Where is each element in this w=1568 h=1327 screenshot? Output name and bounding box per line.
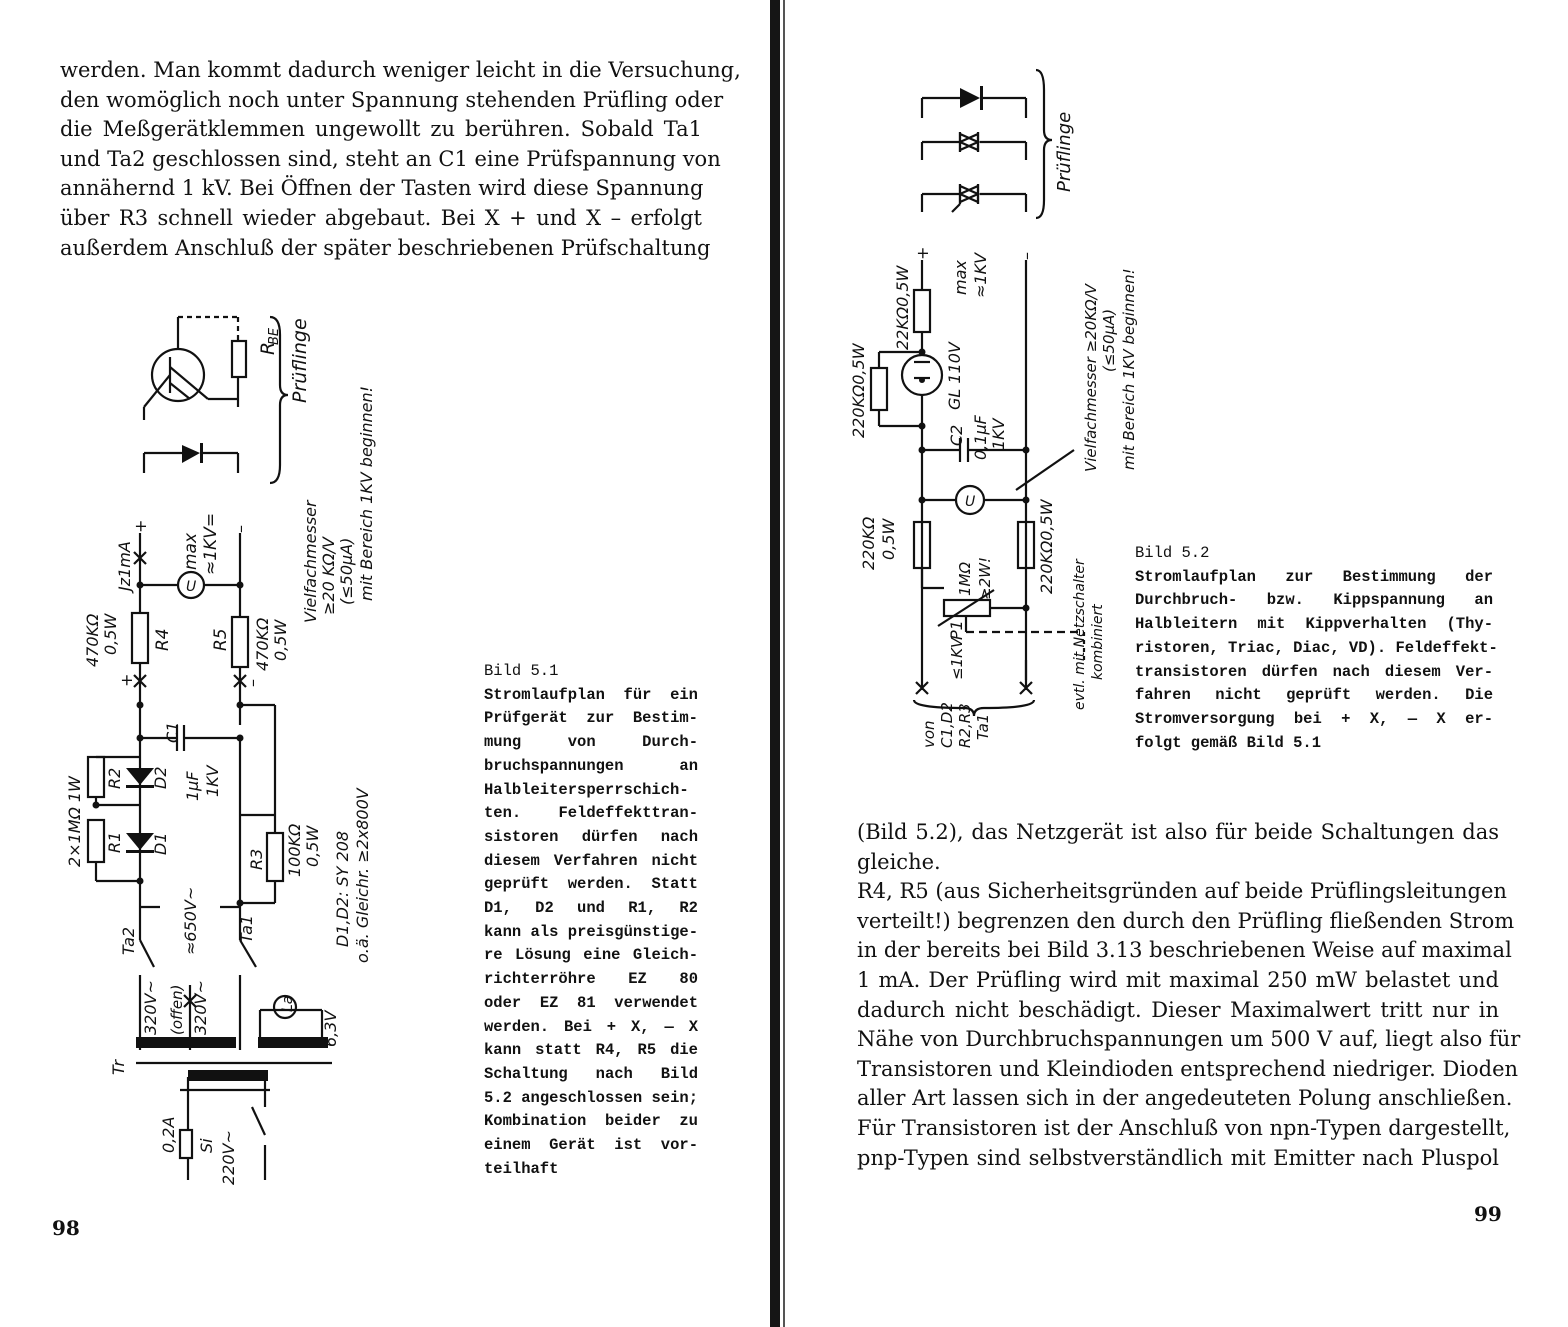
right-paragraph [857,818,1521,1173]
r1-label: R1 [105,831,124,853]
plus-terminal-label-2: + [913,246,932,260]
caption-line: bruchspannungen an [484,756,698,775]
source-parts-label-3: Ta1 [974,713,992,740]
diode-alt-label: o.ä. Gleichr. ≥2x800V [353,788,372,963]
figure-caption-5-1 [484,660,698,1181]
caption-line: Stromversorgung bei + X, — X er- [1135,709,1493,728]
p1-value-label: 1MΩ [956,562,974,596]
ta2-label: Ta2 [119,926,138,955]
current-limit-label: Jz1mA [115,541,134,591]
caption-line: Stromlaufplan für ein [484,685,698,704]
approx-voltage-label: ≈650V~ [181,886,200,955]
text-line: über R3 schnell wieder abgebaut. Bei X + und X – erfolgt [60,205,702,230]
r3-label: R3 [247,848,266,870]
vm-note-label: mit Bereich 1KV beginnen! [357,385,376,601]
input-voltage-label: ≤1KV [948,637,966,680]
text-line: die Meßgerätklemmen ungewollt zu berühren. Sobald Ta1 [60,117,702,142]
c1-label: C1 [163,721,182,743]
caption-line: ristoren, Triac, Diac, VD). Feldeffekt- [1135,638,1498,657]
caption-line: 5.2 angeschlossen sein; [484,1088,698,1107]
c2-label: C2 [947,424,966,446]
max-value-label-2: ≈1KV [971,252,990,298]
text-line: annähernd 1 kV. Bei Öffnen der Tasten wird diese Spannung [60,176,704,201]
source-label: von [920,720,938,748]
vielfachmesser-label: Vielfachmesser [301,500,320,623]
vm-current-label-2: (≤50µA) [1100,308,1118,372]
caption-line: Stromlaufplan zur Bestimmung der [1135,567,1493,586]
r-left-label: 220KΩ0,5W [849,343,868,438]
left-page [0,0,772,1327]
r5-power-label: 0,5W [271,619,290,661]
caption-line: oder EZ 81 verwendet [484,993,698,1012]
text-line: gleiche. [857,849,941,874]
caption-line: werden. Bei + X, — X [484,1017,698,1036]
d1-label: D1 [151,832,170,855]
r-mid-left-label: 220KΩ [859,516,878,570]
text-line: Für Transistoren ist der Anschluß von npn-Typen dargestellt, [857,1115,1511,1140]
transformer-label: Tr [109,1059,128,1075]
fuse-label: 0,2A [159,1116,178,1153]
secondary-2-label: 320V~ [191,980,210,1035]
figure-title: Bild 5.2 [1135,544,1210,562]
r-mid-right-label: 220KΩ0,5W [1037,499,1056,594]
minus-terminal-label-2: – [1017,252,1036,260]
diode-type-label: D1,D2: SY 208 [333,830,352,947]
text-line: den womöglich noch unter Spannung stehenden Prüfling oder [60,87,724,112]
vielfachmesser-label-2: Vielfachmesser ≥20KΩ/V [1082,284,1100,472]
caption-line: Halbleitern mit Kippverhalten (Thy- [1135,615,1493,634]
r3-value-label: 100KΩ [285,823,304,877]
r2-label: R2 [105,767,124,789]
text-line: aller Art lassen sich in der angedeuteten Polung anschließen. [857,1086,1513,1111]
switch-note-label-2: kombiniert [1090,604,1106,680]
source-parts-label-2: R2,R3 [956,703,974,748]
offen-label: (offen) [168,984,186,1035]
caption-line: D1, D2 und R1, R2 [484,899,698,918]
ta1-label: Ta1 [237,914,256,943]
p1-power-label: ≥2W! [976,557,994,600]
caption-line: mung von Durch- [484,733,698,752]
meter-label: U [965,494,976,510]
max-label: max [181,532,201,570]
la-label: La [280,995,296,1012]
vm-current-label: (≤50µA) [337,537,356,605]
plus-terminal-label: + [131,519,150,533]
text-line: dadurch nicht beschädigt. Dieser Maximalwert tritt nur in [857,997,1499,1022]
glow-lamp-label: GL 110V [945,342,964,410]
right-page [784,0,1568,1327]
caption-line: kann statt R4, R5 die [484,1041,698,1060]
text-line: Transistoren und Kleindioden entsprechend niedriger. Dioden [857,1056,1519,1081]
caption-line: re Lösung eine Gleich- [484,946,698,965]
max-label-2: max [951,260,970,295]
d2-diode-symbol [126,768,154,785]
text-line: und Ta2 geschlossen sind, steht an C1 eine Prüfspannung von [60,146,721,171]
text-line: außerdem Anschluß der später beschriebenen Prüfschaltung [60,235,711,260]
text-line: R4, R5 (aus Sicherheitsgründen auf beide Prüflingsleitungen [857,879,1507,904]
vm-note-label-2: mit Bereich 1KV beginnen! [1120,268,1138,470]
r5-label: R5 [211,628,231,651]
text-line: 1 mA. Der Prüfling wird mit maximal 250 mW belastet und [857,967,1499,992]
r5-value-label: 470KΩ [253,617,272,671]
text-line: pnp-Typen sind selbstverständlich mit Emitter nach Pluspol [857,1145,1499,1170]
page-number-right: 99 [1474,1202,1502,1226]
x-plus-label: + [117,673,136,687]
caption-line: teilhaft [484,1159,559,1178]
p1-label: P1 [947,620,966,640]
text-line: verteilt!) begrenzen den durch den Prüfling fließenden Strom [857,908,1515,933]
r-top-label: 22KΩ0,5W [893,265,912,350]
caption-line: Schaltung nach Bild [484,1064,698,1083]
d2-label: D2 [151,766,170,789]
switch-note-label: evtl. mit Netzschalter [1072,559,1088,710]
caption-line: kann als preisgünstige- [484,922,698,941]
r4-label: R4 [153,628,173,651]
r1r2-value-label: 2×1MΩ 1W [65,776,84,867]
caption-line: diesem Verfahren nicht [484,851,698,870]
r-mid-left-power-label: 0,5W [879,518,898,560]
page-number-left: 98 [52,1216,80,1240]
pruflinge-label: Prüflinge [289,318,311,403]
si-label: Si [197,1138,216,1153]
max-value-label: ≈1KV= [201,512,221,575]
caption-line: Kombination beider zu [484,1112,698,1131]
c1-value-label: 1µF [183,771,202,801]
figure-title: Bild 5.1 [484,662,559,680]
c2-value-label: 0,1µF [971,415,990,460]
pruflinge-label-2: Prüflinge [1054,111,1075,192]
c1-voltage-label: 1KV [203,765,222,797]
c2-voltage-label: 1KV [989,418,1008,450]
d1-diode-symbol [126,833,154,850]
r4-power-label: 0,5W [101,613,120,655]
caption-line: folgt gemäß Bild 5.1 [1135,733,1322,752]
text-line: in der bereits bei Bild 3.13 beschriebenen Weise auf maximal [857,938,1512,963]
text-line: werden. Man kommt dadurch weniger leicht in die Versuchung, [60,58,741,82]
caption-line: geprüft werden. Statt [484,875,698,894]
caption-line: Halbleitersperrschich- [484,780,689,799]
rbe-label: R [257,341,279,355]
secondary-1-label: 320V~ [141,980,160,1035]
caption-line: einem Gerät ist vor- [484,1136,698,1155]
left-paragraph [60,56,741,263]
x-minus-label: – [243,679,262,687]
text-line: (Bild 5.2), das Netzgerät ist also für beide Schaltungen das [857,820,1499,844]
caption-line: fahren nicht geprüft werden. Die [1135,686,1493,705]
r4-value-label: 470KΩ [83,613,102,667]
caption-line: sistoren dürfen nach [484,827,698,846]
rbe-subscript: BE [267,327,282,345]
caption-line: richterröhre EZ 80 [484,970,698,989]
r3-power-label: 0,5W [303,825,322,867]
book-spine [770,0,780,1327]
caption-line: Prüfgerät zur Bestim- [484,709,698,728]
diode-under-test-symbol [182,445,200,463]
caption-line: transistoren dürfen nach diesem Ver- [1135,662,1493,681]
vm-rating-label: ≥20 KΩ/V [319,537,338,615]
meter-label: U [186,579,197,595]
caption-line: ten. Feldeffekttran- [484,804,698,823]
circuit-diagram-5-2 [844,60,1164,750]
figure-caption-5-2 [1135,542,1498,755]
circuit-diagram-5-1 [60,295,420,1200]
text-line: Nähe von Durchbruchspannungen um 500 V auf, liegt also für [857,1027,1521,1052]
mains-label: 220V~ [219,1130,238,1185]
source-parts-label: C1,D2 [938,702,956,748]
minus-terminal-label: – [231,525,250,533]
lamp-voltage-label: 6,3V [321,1010,340,1047]
caption-line: Durchbruch- bzw. Kippspannung an [1135,591,1493,610]
